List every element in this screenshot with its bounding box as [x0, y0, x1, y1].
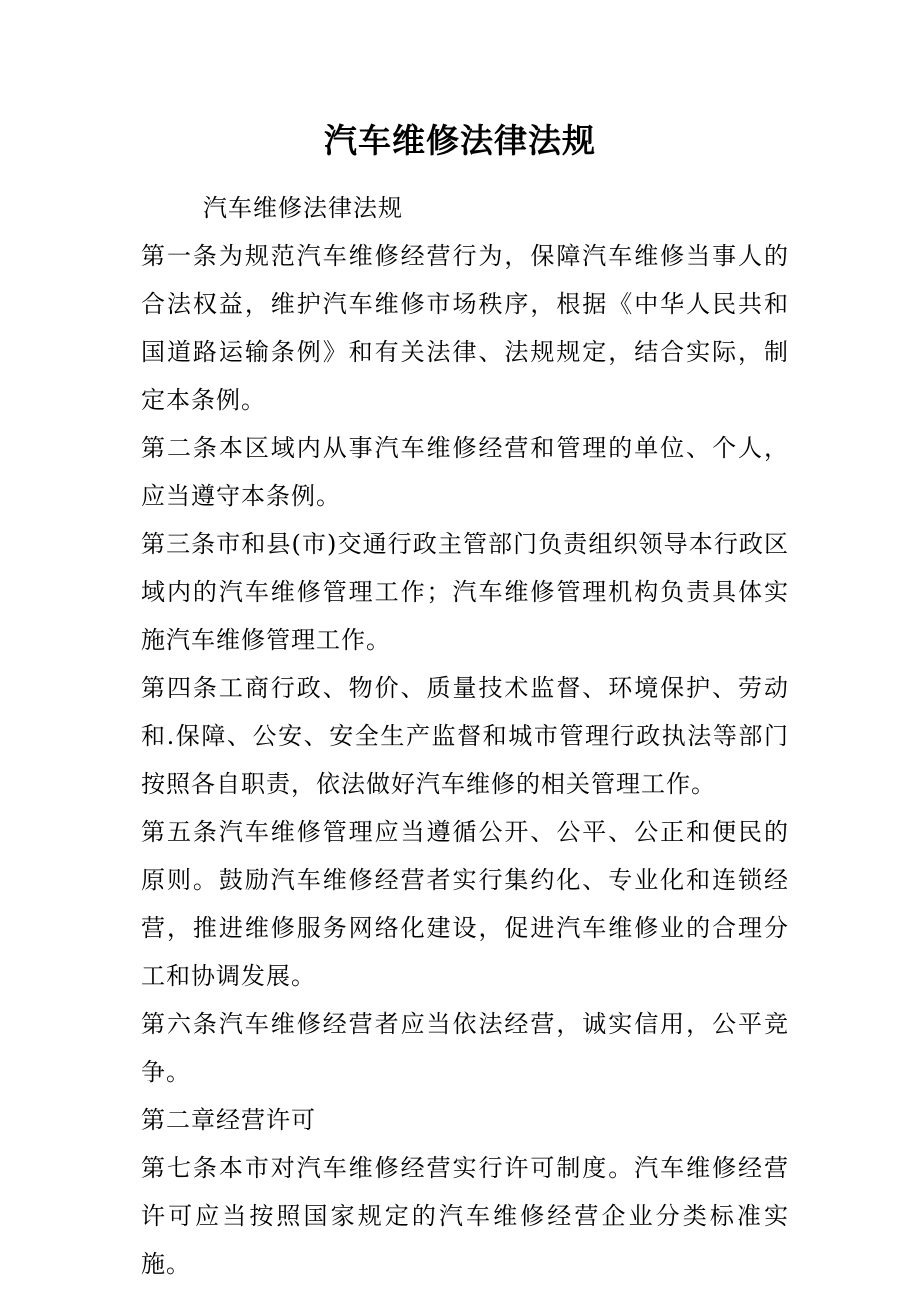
document-subtitle: 汽车维修法律法规	[203, 194, 403, 222]
article-3-paragraph: 第三条市和县(市)交通行政主管部门负责组织领导本行政区域内的汽车维修管理工作；汽车维修管理机构负责具体实施汽车维修管理工作。	[141, 530, 789, 654]
document-body	[141, 184, 789, 1288]
article-1-paragraph: 第一条为规范汽车维修经营行为，保障汽车维修当事人的合法权益，维护汽车维修市场秩序，根据《中华人民共和国道路运输条例》和有关法律、法规规定，结合实际，制定本条例。	[141, 242, 789, 414]
document-title: 汽车维修法律法规	[324, 121, 596, 160]
article-5-paragraph: 第五条汽车维修管理应当遵循公开、公平、公正和便民的原则。鼓励汽车维修经营者实行集约化、专业化和连锁经营，推进维修服务网络化建设，促进汽车维修业的合理分工和协调发展。	[141, 818, 789, 990]
article-7-paragraph: 第七条本市对汽车维修经营实行许可制度。汽车维修经营许可应当按照国家规定的汽车维修经营企业分类标准实施。	[141, 1154, 789, 1278]
chapter-2-heading: 第二章经营许可	[141, 1106, 316, 1134]
article-2-paragraph: 第二条本区域内从事汽车维修经营和管理的单位、个人，应当遵守本条例。	[141, 434, 789, 510]
article-6-paragraph: 第六条汽车维修经营者应当依法经营，诚实信用，公平竞争。	[141, 1010, 789, 1086]
article-4-paragraph: 第四条工商行政、物价、质量技术监督、环境保护、劳动和.保障、公安、安全生产监督和城市管理行政执法等部门按照各自职责，依法做好汽车维修的相关管理工作。	[141, 674, 789, 798]
